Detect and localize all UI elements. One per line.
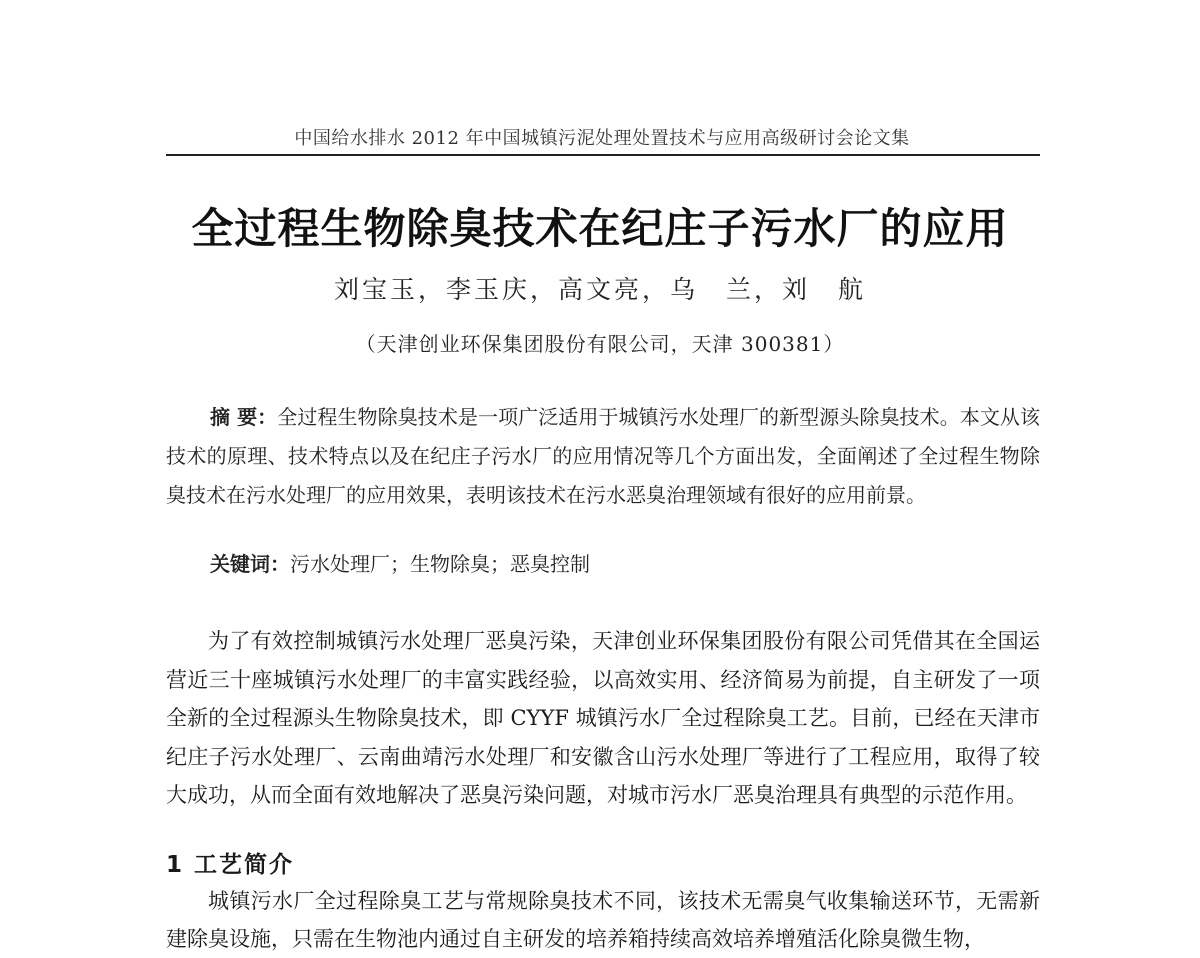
keywords-label: 关键词：: [210, 552, 290, 576]
affiliation: （天津创业环保集团股份有限公司，天津 300381）: [355, 332, 845, 356]
section-paragraph: 城镇污水厂全过程除臭工艺与常规除臭技术不同，该技术无需臭气收集输送环节，无需新建除臭设施，只需在生物池内通过自主研发的培养箱持续高效培养增殖活化除臭微生物，: [166, 889, 1040, 951]
author-list: 刘宝玉，李玉庆，高文亮，乌 兰，刘 航: [333, 275, 866, 304]
keywords: [210, 548, 1040, 577]
abstract-text: 全过程生物除臭技术是一项广泛适用于城镇污水处理厂的新型源头除臭技术。本文从该技术的原理、技术特点以及在纪庄子污水厂的应用情况等几个方面出发，全面阐述了全过程生物除臭技术在污水处理厂的应用效果，表明该技术在污水恶臭治理领域有很好的应用前景。: [166, 405, 1041, 507]
section-heading: 1 工艺简介: [166, 852, 295, 878]
abstract: [166, 398, 1040, 515]
keywords-text: 污水处理厂；生物除臭；恶臭控制: [290, 552, 590, 576]
abstract-label: 摘 要：: [210, 405, 278, 429]
intro-paragraph: 为了有效控制城镇污水处理厂恶臭污染，天津创业环保集团股份有限公司凭借其在全国运营近三十座城镇污水处理厂的丰富实践经验，以高效实用、经济简易为前提，自主研发了一项全新的全过程源头生物除臭技术，即 CYYF 城镇污水厂全过程除臭工艺。目前，已经在天津市纪庄子污水处理厂、云南曲靖污水处理厂和安徽含山污水处理厂等进行了工程应用，取得了较大成功，从而全面有效地解决了恶臭污染问题，对城市污水厂恶臭治理具有典型的示范作用。: [166, 629, 1040, 807]
running-header: 中国给水排水 2012 年中国城镇污泥处理处置技术与应用高级研讨会论文集: [294, 128, 910, 149]
header-divider: [166, 154, 1040, 156]
paper-title: 全过程生物除臭技术在纪庄子污水厂的应用: [191, 204, 1009, 253]
